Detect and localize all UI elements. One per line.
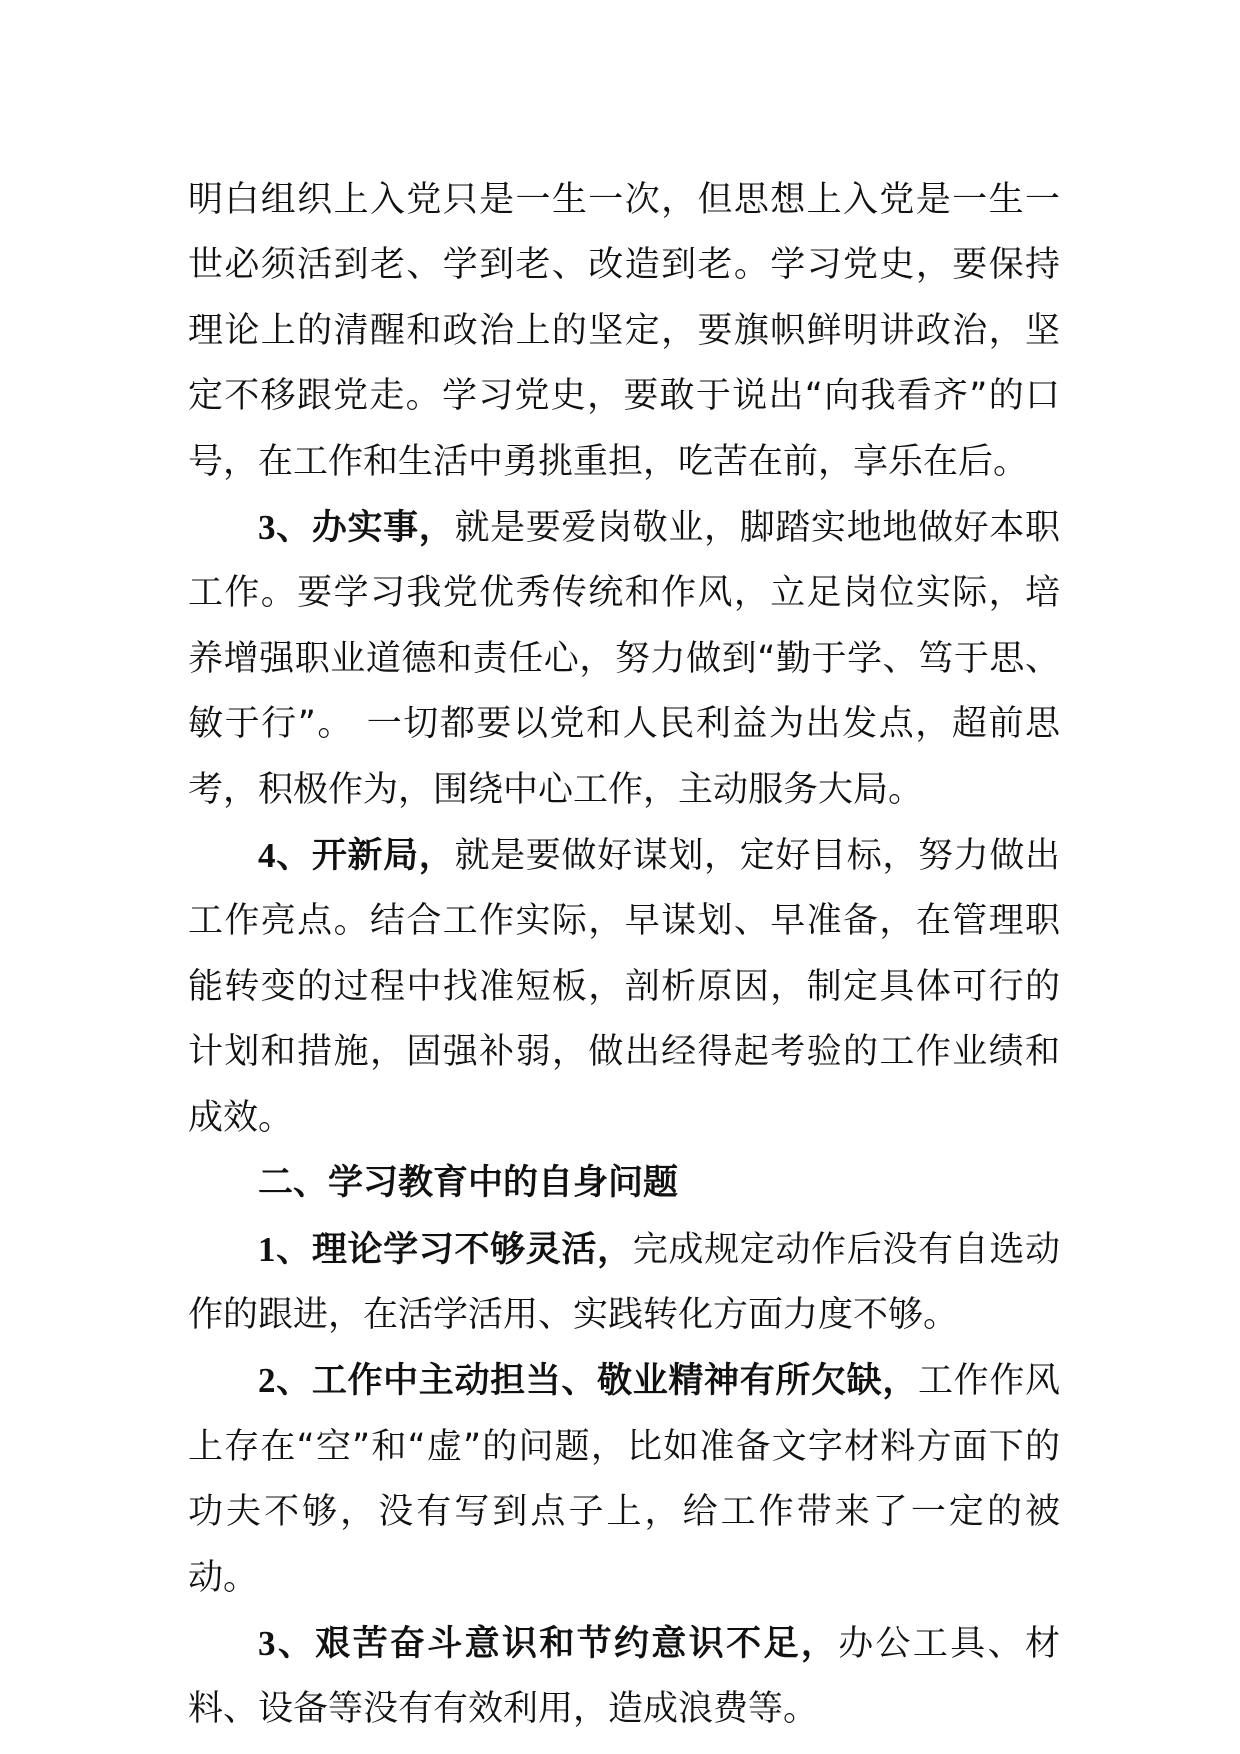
- paragraph-open-new-situation: [188, 823, 1060, 1151]
- section-heading: [188, 1151, 1060, 1216]
- section-heading-text: 二、学习教育中的自身问题: [258, 1163, 679, 1204]
- item-number: 3: [258, 1623, 276, 1663]
- paragraph-text: 明白组织上入党只是一生一次，但思想上入党是一生一世必须活到老、学到老、改造到老。学习党史，要保持理论上的清醒和政治上的坚定，要旗帜鲜明讲政治，坚定不移跟党走。学习党史，要敢于说出“向我看齐”的口号，在工作和生活中勇挑重担，吃苦在前，享乐在后。: [188, 180, 1060, 482]
- item-lead: 、开新局，: [275, 836, 455, 877]
- item-lead: 、办实事，: [275, 508, 455, 549]
- paragraph-text: 就是要爱岗敬业，脚踏实地地做好本职工作。要学习我党优秀传统和作风，立足岗位实际，培养增强职业道德和责任心，努力做到“勤于学、笃于思、敏于行”。 一切都要以党和人民利益为出发点，超前思考，积极作为，围绕中心工作，主动服务大局。: [188, 508, 1060, 810]
- item-number: 3: [258, 508, 276, 548]
- paragraph-party-history: [188, 168, 1060, 495]
- paragraph-text: 办公工具、材料、设备等没有有效利用，造成浪费等。: [188, 1623, 1060, 1730]
- item-number: 2: [258, 1361, 276, 1401]
- paragraph-text: 完成规定动作后没有自选动作的跟进，在活学活用、实践转化方面力度不够。: [188, 1229, 1060, 1335]
- paragraph-text: 就是要做好谋划，定好目标，努力做出工作亮点。结合工作实际，早谋划、早准备，在管理职能转变的过程中找准短板，剖析原因，制定具体可行的计划和措施，固强补弱，做出经得起考验的工作业绩和成效。: [188, 836, 1060, 1138]
- paragraph-do-practical-things: [188, 495, 1060, 823]
- paragraph-theory-study: [188, 1217, 1060, 1349]
- item-lead: 、工作中主动担当、敬业精神有所欠缺，: [275, 1361, 918, 1402]
- paragraph-text: 工作作风上存在“空”和“虚”的问题，比如准备文字材料方面下的功夫不够，没有写到点子上，给工作带来了一定的被动。: [188, 1361, 1060, 1598]
- paragraph-work-responsibility: [188, 1348, 1060, 1611]
- item-lead: 、艰苦奋斗意识和节约意识不足，: [275, 1623, 839, 1664]
- item-number: 1: [258, 1229, 276, 1269]
- paragraph-frugality: [188, 1611, 1060, 1743]
- item-number: 4: [258, 836, 276, 876]
- item-lead: 、理论学习不够灵活，: [275, 1229, 633, 1270]
- document-body: [188, 168, 1060, 1743]
